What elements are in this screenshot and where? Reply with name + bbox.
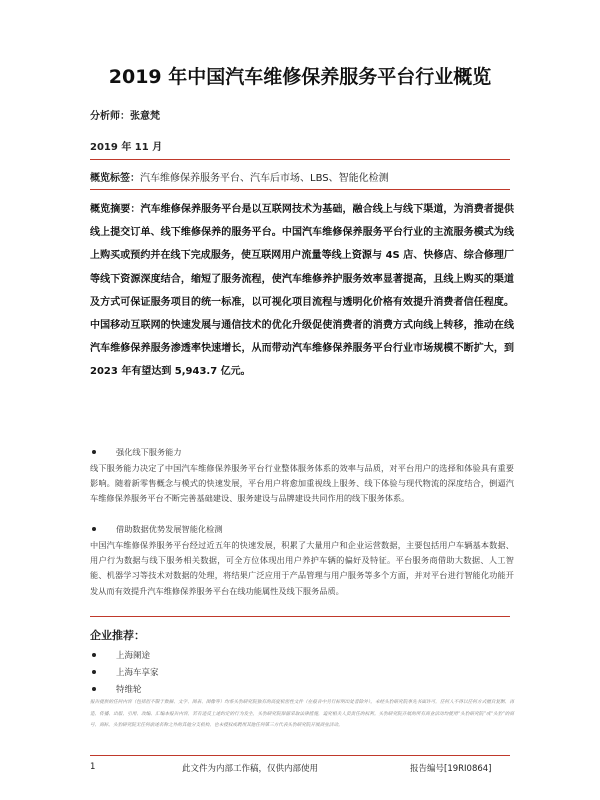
section-heading-row <box>90 445 514 459</box>
section-offline-service <box>90 445 514 507</box>
list-item <box>90 646 159 663</box>
bullet-icon <box>92 527 96 531</box>
divider-top <box>90 159 510 160</box>
company-name: 特维轮 <box>116 684 142 695</box>
company-name: 上海阑途 <box>116 650 151 661</box>
bullet-icon <box>92 687 96 691</box>
section-heading: 强化线下服务能力 <box>116 446 182 457</box>
internal-note: 此文件为内部工作稿，仅供内部使用 <box>182 764 319 774</box>
report-date: 2019 年 11 月 <box>90 142 163 153</box>
company-name: 上海车享家 <box>116 667 159 678</box>
bullet-icon <box>92 670 96 674</box>
divider-recommend <box>90 616 510 617</box>
divider-footer <box>90 755 510 756</box>
overview-tags <box>90 169 389 184</box>
page-number: 1 <box>90 762 96 772</box>
analyst-name: 分析师：张意梵 <box>90 111 160 122</box>
tags-label: 概览标签： <box>90 173 140 184</box>
section-smart-detection <box>90 522 514 599</box>
report-title: 2019 年中国汽车维修保养服务平台行业概览 <box>108 66 492 88</box>
section-body: 线下服务能力决定了中国汽车维修保养服务平台行业整体服务体系的效率与品质，对平台用户的选择和体验具有重要影响。随着新零售概念与模式的快速发展，平台用户将愈加重视线上服务、线下体验与现代物流的深度结合，倒逼汽车维修保养服务平台不断完善基础建设、服务建设与品牌建设共同作用的线下服务体系。 <box>90 463 514 504</box>
bullet-icon <box>92 450 96 454</box>
recommend-list <box>90 646 159 697</box>
divider-tags <box>90 189 510 190</box>
overview-abstract: 概览摘要：汽车维修保养服务平台是以互联网技术为基础，融合线上与线下渠道，为消费者提供线上提交订单、线下维修保养的服务平台。中国汽车维修保养服务平台行业的主流服务模式为线上购买或预约并在线下完成服务，使互联网用户流量等线上资源与 4S 店、快修店、综合修理厂等线下资源深度结合，缩短了服务流程，使汽车维修养护服务效率显著提高，且线上购买的渠道及方式可保证服务项目的统一标准，以可视化项目流程与透明化价格有效提升消费者信任程度。中国移动互联网的快速发展与通信技术的优化升级促使消费者的消费方式向线上转移，推动在线汽车维修保养服务渗透率快速增长，从而带动汽车维修保养服务平台行业市场规模不断扩大，到 2023 年有望达到 5,943.7 亿元。 <box>90 204 514 378</box>
copyright-disclaimer: 报告提供的任何内容（包括但不限于数据、文字、图表、图像等）均系头豹研究院独有的高度机密性文件（在报告中另行标明出处者除外）。未经头豹研究院事先书面许可，任何人不得以任何方式擅自复制、再造、传播、出版、引用、改编、汇编本报告内容，若有违反上述约定的行为发生，头豹研究院保留采取法律措施，追究相关人员责任的权利。头豹研究院开展的所有商业活动均使用“头豹研究院”或“头豹”的商号、商标，头豹研究院无任何前述名称之外的其他分支机构，也未授权或聘用其他任何第三方代表头豹研究院开展商业活动。 <box>90 700 514 728</box>
recommend-title: 企业推荐： <box>90 629 145 642</box>
list-item <box>90 680 159 697</box>
list-item <box>90 663 159 680</box>
section-heading-row <box>90 522 514 536</box>
report-number: 报告编号[19RI0864] <box>410 764 492 774</box>
section-heading: 借助数据优势发展智能化检测 <box>116 523 223 534</box>
bullet-icon <box>92 653 96 657</box>
tags-value: 汽车维修保养服务平台、汽车后市场、LBS、智能化检测 <box>140 173 389 184</box>
section-body: 中国汽车维修保养服务平台经过近五年的快速发展，积累了大量用户和企业运营数据，主要包括用户车辆基本数据、用户行为数据与线下服务相关数据，可全方位体现出用户养护车辆的偏好及特征。平台服务商借助大数据、人工智能、机器学习等技术对数据的处理，将结果广泛应用于产品管理与用户服务等多个方面，并对平台进行智能化功能开发从而有效提升汽车维修保养服务平台在线功能属性及线下服务品质。 <box>90 540 514 596</box>
